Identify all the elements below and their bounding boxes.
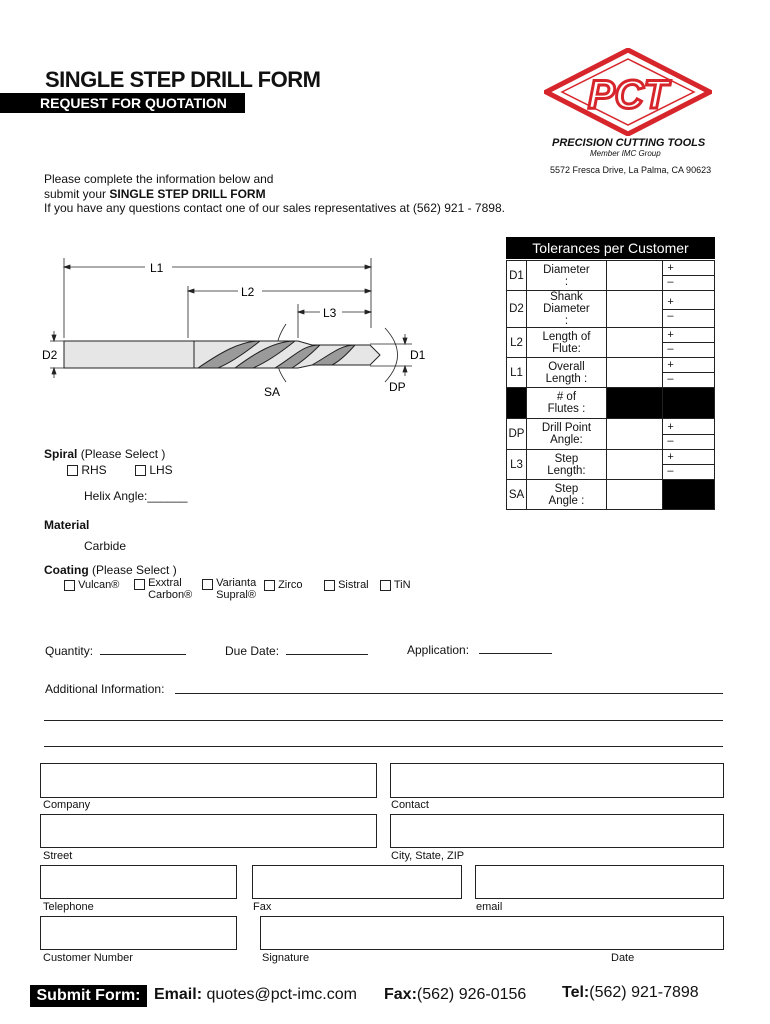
tolerance-minus[interactable]: – [667, 373, 674, 385]
company-member: Member IMC Group [590, 149, 661, 158]
dim-sa-label: SA [264, 385, 281, 399]
tolerance-value-input[interactable] [606, 261, 662, 291]
tolerance-blank [663, 388, 715, 419]
contact-field-label: Contact [391, 799, 429, 811]
coating-option-exxtral[interactable] [134, 577, 198, 601]
pct-logo [544, 48, 712, 136]
company-field-label: Company [43, 799, 91, 811]
tolerance-code: L2 [507, 328, 527, 358]
tolerance-row [507, 419, 715, 450]
tolerance-blank [663, 480, 715, 510]
due-date-field[interactable] [286, 654, 368, 655]
additional-info-line-2[interactable] [44, 720, 723, 721]
tolerance-code: L3 [507, 450, 527, 480]
tolerance-plus-minus[interactable] [663, 450, 715, 480]
dim-d2-label: D2 [42, 348, 58, 362]
tolerance-label: Step Length: [526, 450, 606, 480]
due-date-label: Due Date: [225, 644, 280, 658]
tin-checkbox[interactable] [380, 580, 391, 591]
tolerance-plus[interactable]: + [663, 329, 714, 343]
application-label: Application: [407, 643, 470, 657]
tolerance-code: D2 [507, 291, 527, 328]
signature-input[interactable] [260, 916, 724, 950]
tolerance-value-input[interactable] [606, 291, 662, 328]
footer-fax [384, 986, 526, 1004]
submit-form-button[interactable]: Submit Form: [30, 985, 147, 1007]
lhs-label: LHS [149, 463, 173, 477]
tolerance-minus[interactable]: – [667, 465, 674, 477]
tolerance-value-input[interactable] [606, 419, 662, 450]
tolerance-label: Length of Flute: [526, 328, 606, 358]
exxtral-label: Exxtral Carbon® [148, 577, 193, 601]
footer-email [154, 986, 357, 1004]
logo-text: PCT [588, 73, 668, 117]
spiral-label-rest: (Please Select ) [77, 447, 166, 461]
spiral-label: Spiral [44, 447, 78, 461]
tolerance-plus[interactable]: + [663, 296, 714, 310]
footer-tel [562, 984, 699, 1002]
varianta-label: Varianta Supral® [216, 577, 257, 601]
quantity-field[interactable] [100, 654, 186, 655]
tolerance-row [507, 328, 715, 358]
tolerance-label: Shank Diameter : [526, 291, 606, 328]
quantity-label: Quantity: [45, 644, 94, 658]
company-input[interactable] [40, 763, 377, 798]
sistral-label: Sistral [338, 579, 369, 591]
tolerance-plus-minus[interactable] [663, 328, 715, 358]
dim-l1-label: L1 [150, 261, 164, 275]
fax-label: Fax: [384, 986, 417, 1003]
city-field-label: City, State, ZIP [391, 850, 465, 862]
additional-info-label: Additional Information: [45, 682, 165, 696]
street-input[interactable] [40, 814, 377, 848]
customer-number-input[interactable] [40, 916, 237, 950]
fax-input[interactable] [252, 865, 462, 899]
form-title: SINGLE STEP DRILL FORM [45, 67, 321, 92]
intro-line-2-bold: SINGLE STEP DRILL FORM [109, 186, 266, 201]
sistral-checkbox[interactable] [324, 580, 335, 591]
tolerance-row [507, 261, 715, 291]
tolerance-row [507, 388, 715, 419]
coating-label-rest: (Please Select ) [88, 563, 177, 577]
email-field-label: email [476, 901, 503, 913]
rhs-checkbox[interactable] [67, 465, 78, 476]
form-subtitle-banner: REQUEST FOR QUOTATION [0, 93, 245, 113]
tolerance-label: Drill Point Angle: [526, 419, 606, 450]
spiral-option-lhs[interactable] [135, 463, 173, 477]
tolerance-plus-minus[interactable] [663, 291, 715, 328]
additional-info-line-1[interactable] [175, 693, 723, 694]
tel-value: (562) 921-7898 [589, 984, 699, 1001]
tolerance-minus[interactable]: – [667, 343, 674, 355]
material-value: Carbide [84, 539, 127, 553]
spiral-option-rhs[interactable] [67, 463, 107, 477]
coating-option-varianta[interactable] [202, 577, 262, 601]
exxtral-checkbox[interactable] [134, 579, 145, 590]
tolerance-row [507, 358, 715, 388]
application-field[interactable] [479, 653, 552, 654]
vulcan-label: Vulcan® [78, 579, 120, 591]
rhs-label: RHS [81, 463, 107, 477]
intro-line-3: If you have any questions contact one of our sales representatives at (562) 921 - 7898. [44, 201, 505, 215]
intro-line-2-pre: submit your [44, 186, 110, 201]
tolerance-minus[interactable]: – [667, 276, 674, 288]
tolerances-table [506, 260, 715, 510]
drill-diagram [40, 258, 460, 403]
tolerance-plus[interactable]: + [663, 451, 714, 465]
dim-d1-label: D1 [410, 348, 426, 362]
tolerance-label: Overall Length : [526, 358, 606, 388]
coating-option-zirco[interactable] [264, 579, 303, 591]
tolerance-code: D1 [507, 261, 527, 291]
lhs-checkbox[interactable] [135, 465, 146, 476]
intro-line-2 [44, 187, 505, 202]
tolerance-plus[interactable]: + [663, 359, 714, 373]
city-state-zip-input[interactable] [390, 814, 724, 848]
coating-heading [44, 563, 177, 577]
zirco-checkbox[interactable] [264, 580, 275, 591]
tolerance-label: Diameter : [526, 261, 606, 291]
fax-field-label: Fax [253, 901, 272, 913]
intro-text [44, 172, 505, 216]
tolerance-value-input[interactable] [606, 450, 662, 480]
tolerance-minus[interactable]: – [667, 309, 674, 322]
tolerance-minus[interactable]: – [667, 434, 674, 447]
coating-option-sistral[interactable] [324, 579, 369, 591]
coating-label: Coating [44, 563, 89, 577]
tolerance-code: L1 [507, 358, 527, 388]
intro-line-1: Please complete the information below and [44, 172, 274, 186]
additional-info-line-3[interactable] [44, 746, 723, 747]
fax-value: (562) 926-0156 [416, 986, 527, 1003]
email-input[interactable] [475, 865, 724, 899]
helix-angle-field[interactable]: Helix Angle:______ [84, 489, 188, 503]
telephone-input[interactable] [40, 865, 237, 899]
tolerance-plus[interactable]: + [663, 262, 714, 276]
tel-label: Tel: [562, 984, 590, 1001]
tolerance-value-input[interactable] [606, 358, 662, 388]
tin-label: TiN [393, 579, 411, 591]
contact-input[interactable] [390, 763, 724, 798]
material-label: Material [44, 518, 90, 532]
zirco-label: Zirco [278, 579, 303, 591]
signature-field-label: Signature [262, 952, 310, 964]
telephone-field-label: Telephone [43, 901, 94, 913]
dim-l2-label: L2 [241, 285, 255, 299]
varianta-checkbox[interactable] [202, 579, 213, 590]
dim-dp-label: DP [389, 380, 406, 394]
street-field-label: Street [43, 850, 73, 862]
tolerance-code: SA [507, 480, 527, 510]
tolerances-header: Tolerances per Customer [506, 237, 715, 259]
company-name: PRECISION CUTTING TOOLS [552, 137, 706, 149]
tolerance-plus-minus[interactable] [663, 419, 715, 450]
tolerance-value-input[interactable] [606, 328, 662, 358]
tolerance-label: Step Angle : [526, 480, 606, 510]
customer-number-field-label: Customer Number [43, 952, 133, 964]
coating-option-vulcan[interactable] [64, 579, 119, 591]
tolerance-code [507, 388, 527, 419]
email-label: Email: [154, 986, 203, 1003]
tolerance-value-input[interactable] [606, 480, 662, 510]
dim-l3-label: L3 [323, 306, 337, 320]
date-field-label: Date [611, 952, 635, 964]
tolerance-label: # of Flutes : [526, 388, 606, 419]
coating-option-tin[interactable] [380, 579, 411, 591]
tolerance-value-input[interactable] [606, 388, 662, 419]
tolerance-plus[interactable]: + [663, 421, 714, 435]
company-address: 5572 Fresca Drive, La Palma, CA 90623 [550, 165, 712, 175]
tolerance-plus-minus[interactable] [663, 261, 715, 291]
tolerance-code: DP [507, 419, 527, 450]
spiral-heading [44, 447, 165, 461]
tolerance-plus-minus[interactable] [663, 358, 715, 388]
tolerance-row [507, 291, 715, 328]
tolerance-row [507, 450, 715, 480]
vulcan-checkbox[interactable] [64, 580, 75, 591]
tolerance-row [507, 480, 715, 510]
email-value[interactable]: quotes@pct-imc.com [206, 986, 357, 1003]
